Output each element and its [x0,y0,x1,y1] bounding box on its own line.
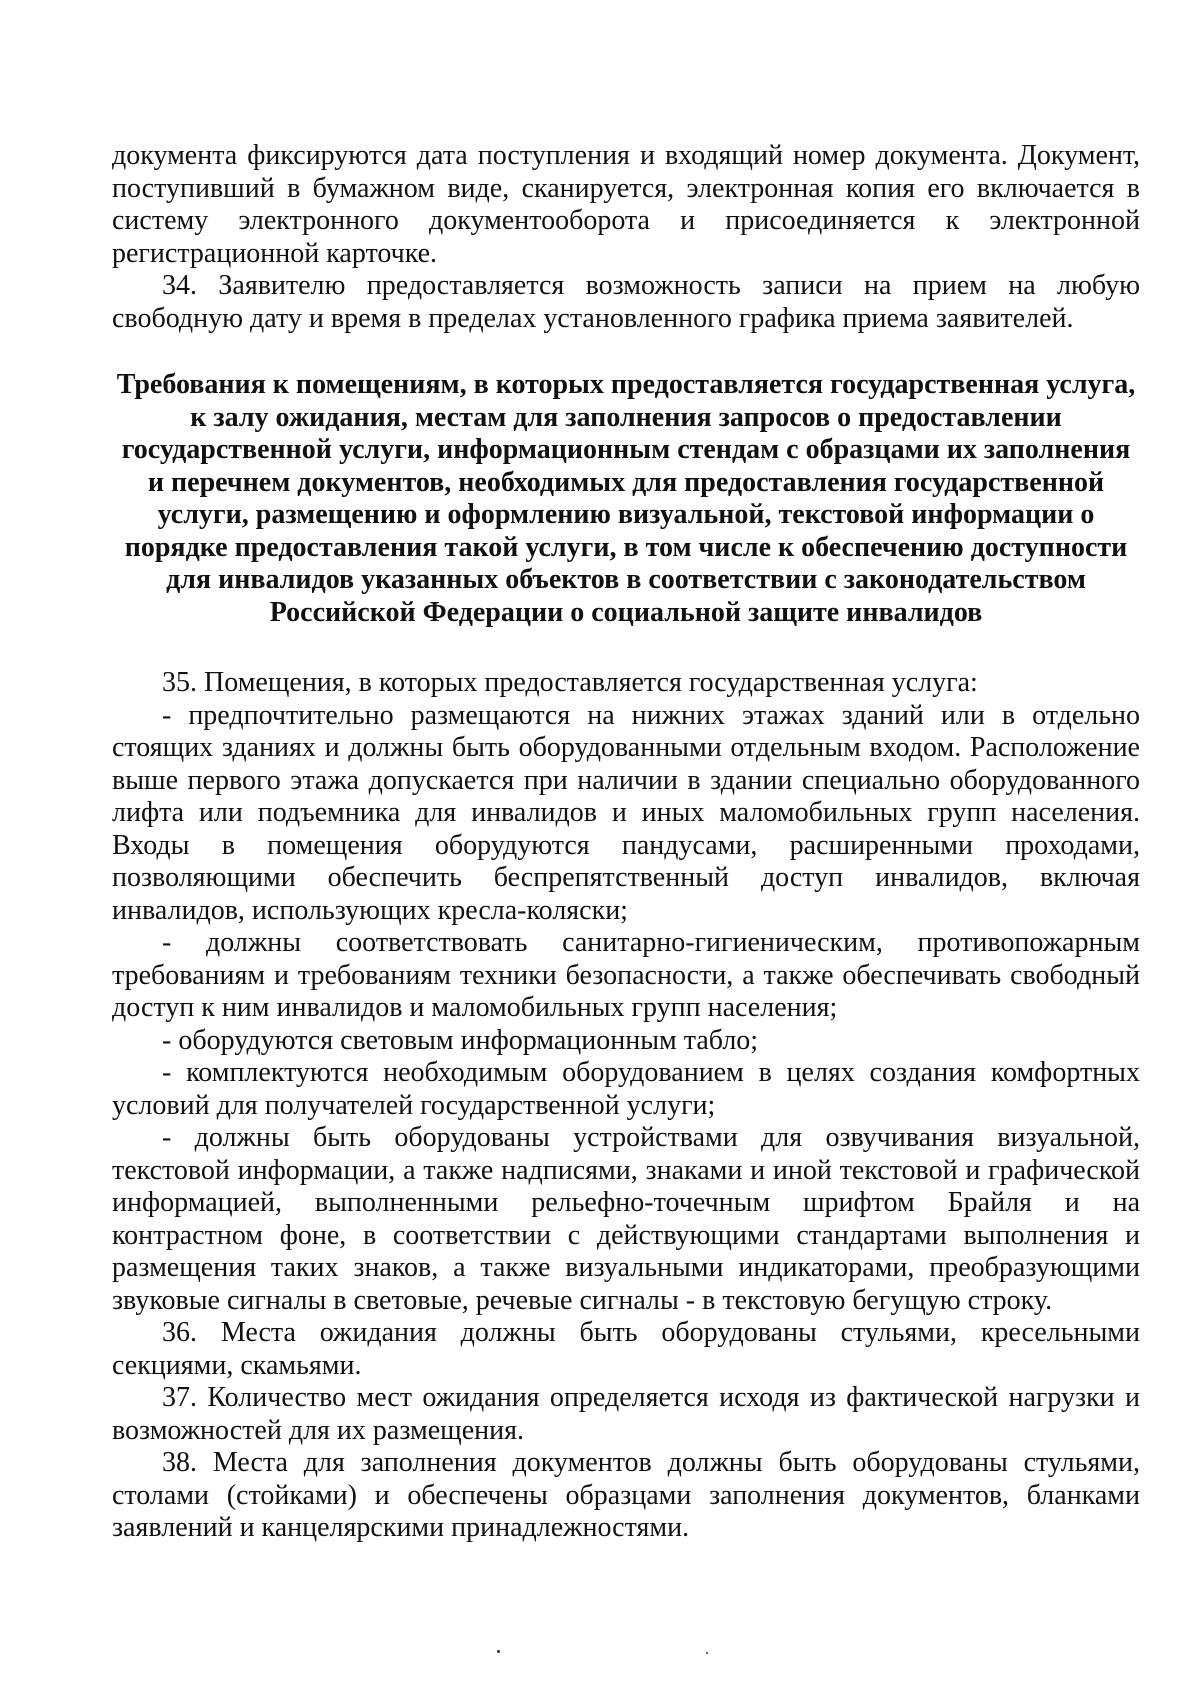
paragraph-38: 38. Места для заполнения документов должны быть оборудованы стульями, столами (стойками) и обеспечены образцами заполнения документов, бланками заявлений и канцелярскими принадлежностями. [112,1447,1140,1543]
paragraph-34: 34. Заявителю предоставляется возможность записи на прием на любую свободную дату и время в пределах установленного графика приема заявителей. [112,270,1140,334]
scan-speck [497,1650,500,1653]
paragraph-36: 36. Места ожидания должны быть оборудованы стульями, кресельными секциями, скамьями. [112,1317,1140,1381]
document-body [112,140,1140,1545]
section-heading: Требования к помещениям, в которых предоставляется государственная услуга, к залу ожидания, местам для заполнения запросов о предоставлении государственной услуги, информационным стендам с образцами их заполнения и перечнем документов, необходимых для предоставления государственной услуги, размещению и оформлению визуальной, текстовой информации о порядке предоставления такой услуги, в том числе к обеспечению доступности для инвалидов указанных объектов в соответствии с законодательством Российской Федерации о социальной защите инвалидов [116,369,1136,628]
paragraph-37: 37. Количество мест ожидания определяется исходя из фактической нагрузки и возможностей для их размещения. [112,1382,1140,1446]
list-item-light-board: - оборудуются световым информационным табло; [162,1024,759,1056]
paragraph-35: 35. Помещения, в которых предоставляется государственная услуга: [162,667,978,698]
list-item-equipment: - комплектуются необходимым оборудованием в целях создания комфортных условий для получателей государственной услуги; [112,1057,1140,1121]
list-item-accessibility: - должны быть оборудованы устройствами для озвучивания визуальной, текстовой информации, а также надписями, знаками и иной текстовой и графической информацией, выполненными рельефно-точечным шрифтом Брайля и на контрастном фоне, в соответствии с действующими стандартами выполнения и размещения таких знаков, а также визуальными индикаторами, преобразующими звуковые сигналы в световые, речевые сигналы - в текстовую бегущую строку. [112,1122,1140,1316]
scan-speck [706,1652,708,1654]
paragraph-continuation: документа фиксируются дата поступления и входящий номер документа. Документ, поступивший в бумажном виде, сканируется, электронная копия его включается в систему электронного документооборота и присоединяется к электронной регистрационной карточке. [112,140,1140,269]
list-item-sanitary: - должны соответствовать санитарно-гигиеническим, противопожарным требованиям и требованиям техники безопасности, а также обеспечивать свободный доступ к ним инвалидов и маломобильных групп населения; [112,927,1140,1023]
list-item-location: - предпочтительно размещаются на нижних этажах зданий или в отдельно стоящих зданиях и должны быть оборудованными отдельным входом. Расположение выше первого этажа допускается при наличии в здании специально оборудованного лифта или подъемника для инвалидов и иных маломобильных групп населения. Входы в помещения оборудуются пандусами, расширенными проходами, позволяющими обеспечить беспрепятственный доступ инвалидов, включая инвалидов, использующих кресла-коляски; [112,699,1140,926]
